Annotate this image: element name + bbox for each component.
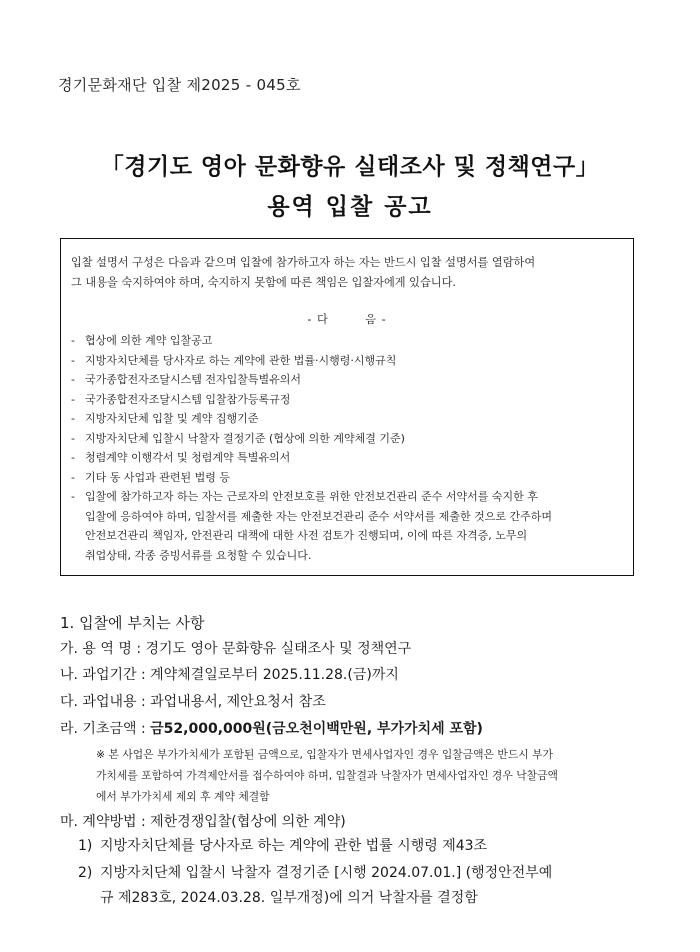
list-item-text: 지방자치단체 입찰 및 계약 집행기준 [85,412,259,425]
list-item: - 국가종합전자조달시스템 전자입찰특별유의서 [71,373,302,386]
content-row: 다. 과업내용 : 과업내용서, 제안요청서 참조 [60,694,326,710]
list-item-text: 입찰에 참가하고자 하는 자는 근로자의 안전보호를 위한 안전보건관리 준수 서약서를 숙지한 후 [85,490,538,503]
base-amount-row [60,718,483,738]
vat-note-line: ※ 본 사업은 부가가치세가 포함된 금액으로, 입찰자가 면세사업자인 경우 입찰금액은 반드시 부가 [96,748,553,761]
list-item-text: 기타 동 사업과 관련된 법령 등 [85,470,230,484]
list-item-text: 지방자치단체 입찰시 낙찰자 결정기준 (협상에 의한 계약체결 기준) [85,431,405,445]
vat-note-line: 가치세를 포함하여 가격제안서를 접수하여야 하며, 입찰결과 낙찰자가 면세사업자인 경우 낙찰금액 [96,769,558,782]
list-item: - 국가종합전자조달시스템 입찰참가등록규정 [71,392,291,406]
legal-basis-item-1 [78,834,644,859]
notice-box [60,238,634,576]
contract-method-row: 마. 계약방법 : 제한경쟁입찰(협상에 의한 계약) [60,814,346,830]
list-item-text: 국가종합전자조달시스템 전자입찰특별유의서 [85,373,302,386]
announcement-subtitle: 용역 입찰 공고 [267,194,433,220]
list-item: - 지방자치단체 입찰시 낙찰자 결정기준 (협상에 의한 계약체결 기준) [71,431,405,445]
list-item: - 지방자치단체를 당사자로 하는 계약에 관한 법률·시행령·시행규칙 [71,353,397,367]
list-item-text: 지방자치단체를 당사자로 하는 계약에 관한 법률·시행령·시행규칙 [85,353,397,367]
list-item-text: 국가종합전자조달시스템 입찰참가등록규정 [85,392,291,406]
vat-note-line: 에서 부가가치세 제외 후 계약 체결함 [96,790,270,803]
notice-heading: - 다 음 - [307,313,387,326]
base-amount-label: 라. 기초금액 : [60,721,151,737]
list-item: - 기타 동 사업과 관련된 법령 등 [71,470,230,484]
list-item: - 입찰에 참가하고자 하는 자는 근로자의 안전보호를 위한 안전보건관리 준수 서약서를 숙지한 후 입찰에 응하여야 하며, 입찰서를 제출한 자는 안전보건관리 준수 서약서를 제출한 것으로 간주하며 안전보건관리 책임자, 안전관리 대책에 대한 사전 검토가 진행되며, 이에 따른 자격증, 노무의 취업상태, 각종 증빙서류를 요청할 수 있습니다. [71,490,552,562]
section-title: 1. 입찰에 부치는 사항 [60,614,205,632]
item-text-continued: 규 제283호, 2024.03.28. 일부개정)에 의거 낙찰자를 결정함 [100,890,478,906]
vat-note [96,744,644,807]
item-number: 1) [78,838,93,854]
period-row: 나. 과업기간 : 계약체결일로부터 2025.11.28.(금)까지 [60,667,399,683]
service-name-row: 가. 용 역 명 : 경기도 영아 문화향유 실태조사 및 정책연구 [60,641,412,657]
item-text: 지방자치단체 입찰시 낙찰자 결정기준 [시행 2024.07.01.] (행정안전부예 [100,865,553,881]
base-amount-value: 금52,000,000원(금오천이백만원, 부가가치세 포함) [150,721,483,737]
legal-basis-item-2 [78,861,644,911]
notice-list [71,331,623,565]
list-item: - 청렴계약 이행각서 및 청렴계약 특별유의서 [71,451,291,464]
item-text: 지방자치단체를 당사자로 하는 계약에 관한 법률 시행령 제43조 [100,838,488,854]
list-item-text: 취업상태, 각종 증빙서류를 요청할 수 있습니다. [85,548,312,562]
list-item: - 협상에 의한 계약 입찰공고 [71,334,213,347]
notice-intro-line: 그 내용을 숙지하여야 하며, 숙지하지 못함에 따른 책임은 입찰자에게 있습니다. [71,276,456,289]
list-item-text: 청렴계약 이행각서 및 청렴계약 특별유의서 [85,451,291,464]
list-item-text: 안전보건관리 책임자, 안전관리 대책에 대한 사전 검토가 진행되며, 이에 따른 자격증, 노무의 [85,529,528,542]
notice-intro [71,253,623,293]
item-number: 2) [78,865,93,881]
list-item: - 지방자치단체 입찰 및 계약 집행기준 [71,412,259,425]
document-number: 경기문화재단 입찰 제2025 - 045호 [58,76,301,94]
announcement-title: 「경기도 영아 문화향유 실태조사 및 정책연구」 [100,154,600,180]
list-item-text: 입찰에 응하여야 하며, 입찰서를 제출한 자는 안전보건관리 준수 서약서를 제출한 것으로 간주하며 [85,509,552,523]
list-item-text: 협상에 의한 계약 입찰공고 [85,334,213,347]
notice-intro-line: 입찰 설명서 구성은 다음과 같으며 입찰에 참가하고자 하는 자는 반드시 입찰 설명서를 열람하여 [71,256,536,269]
